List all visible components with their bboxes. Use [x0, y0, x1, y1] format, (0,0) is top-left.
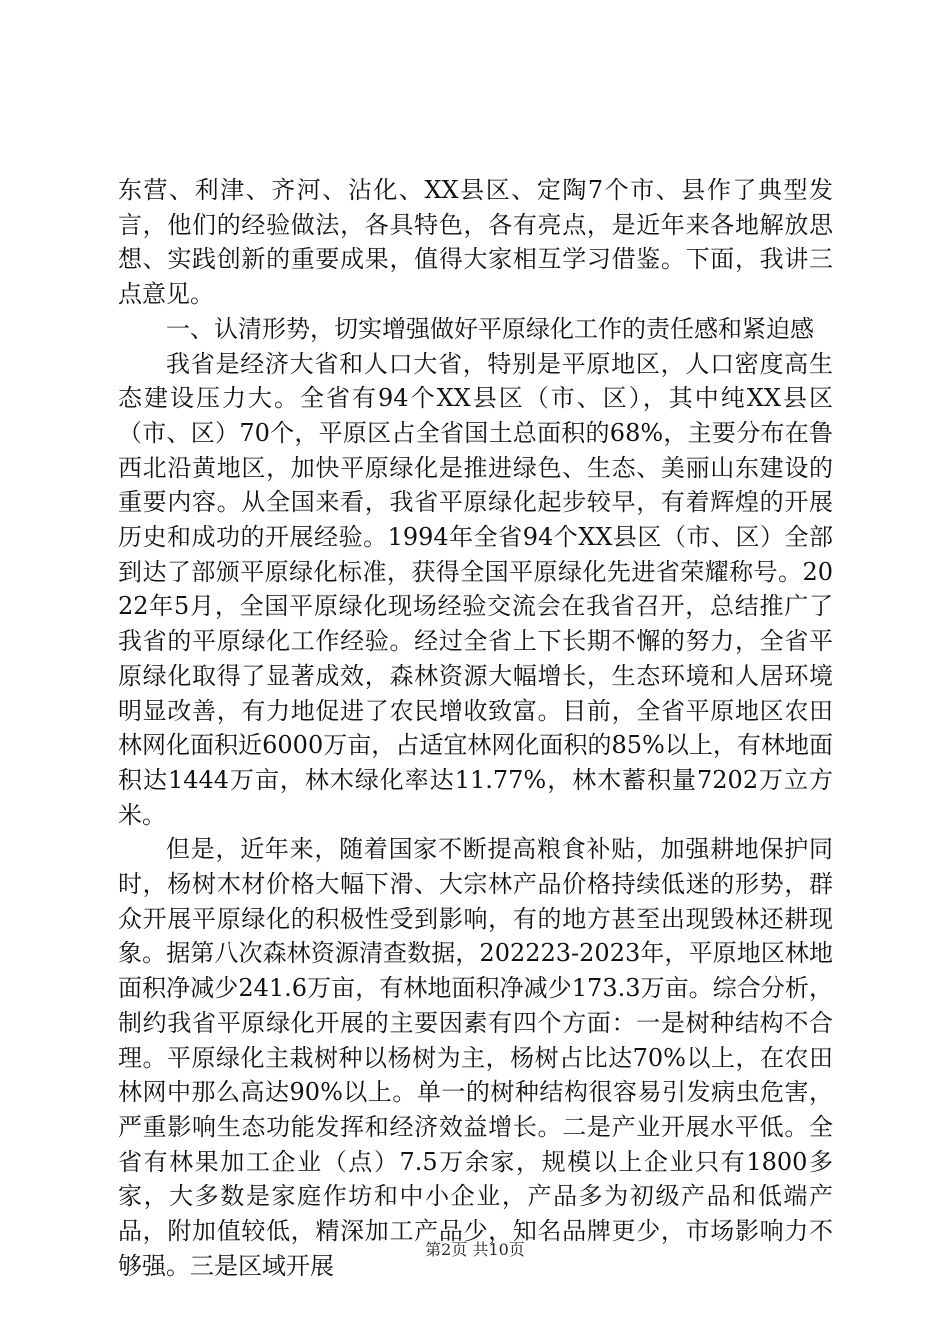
paragraph-situation: 我省是经济大省和人口大省，特别是平原地区，人口密度高生态建设压力大。全省有94个XX县区（市、区），其中纯XX县区（市、区）70个，平原区占全省国土总面积的68%，主要分布在鲁西北沿黄地区，加快平原绿化是推进绿色、生态、美丽山东建设的重要内容。从全国来看，我省平原绿化起步较早，有着辉煌的开展历史和成功的开展经验。1994年全省94个XX县区（市、区）全部到达了部颁平原绿化标准，获得全国平原绿化先进省荣耀称号。2022年5月，全国平原绿化现场经验交流会在我省召开，总结推广了我省的平原绿化工作经验。经过全省上下长期不懈的努力，全省平原绿化取得了显著成效，森林资源大幅增长，生态环境和人居环境明显改善，有力地促进了农民增收致富。目前，全省平原地区农田林网化面积近6000万亩，占适宜林网化面积的85%以上，有林地面积达1444万亩，林木绿化率达11.77%，林木蓄积量7202万立方米。 [118, 349, 833, 829]
paragraph-problems: 但是，近年来，随着国家不断提高粮食补贴，加强耕地保护同时，杨树木材价格大幅下滑、大宗林产品价格持续低迷的形势，群众开展平原绿化的积极性受到影响，有的地方甚至出现毁林还耕现象。据第八次森林资源清查数据，202223-2023年，平原地区林地面积净减少241.6万亩，有林地面积净减少173.3万亩。综合分析，制约我省平原绿化开展的主要因素有四个方面：一是树种结构不合理。平原绿化主栽树种以杨树为主，杨树占比达70%以上，在农田林网中那么高达90%以上。单一的树种结构很容易引发病虫危害，严重影响生态功能发挥和经济效益增长。二是产业开展水平低。全省有林果加工企业（点）7.5万余家，规模以上企业只有1800多家，大多数是家庭作坊和中小企业，产品多为初级产品和低端产品，附加值较低，精深加工产品少，知名品牌更少，市场影响力不够强。三是区域开展 [118, 835, 833, 1280]
page-number-footer: 第2页 共10页 [425, 1240, 525, 1259]
section-heading: 一、认清形势，切实增强做好平原绿化工作的责任感和紧迫感 [166, 314, 814, 343]
document-body [118, 173, 833, 1284]
paragraph-intro: 东营、利津、齐河、沾化、XX县区、定陶7个市、县作了典型发言，他们的经验做法，各具特色，各有亮点，是近年来各地解放思想、实践创新的重要成果，值得大家相互学习借鉴。下面，我讲三点意见。 [118, 176, 833, 309]
